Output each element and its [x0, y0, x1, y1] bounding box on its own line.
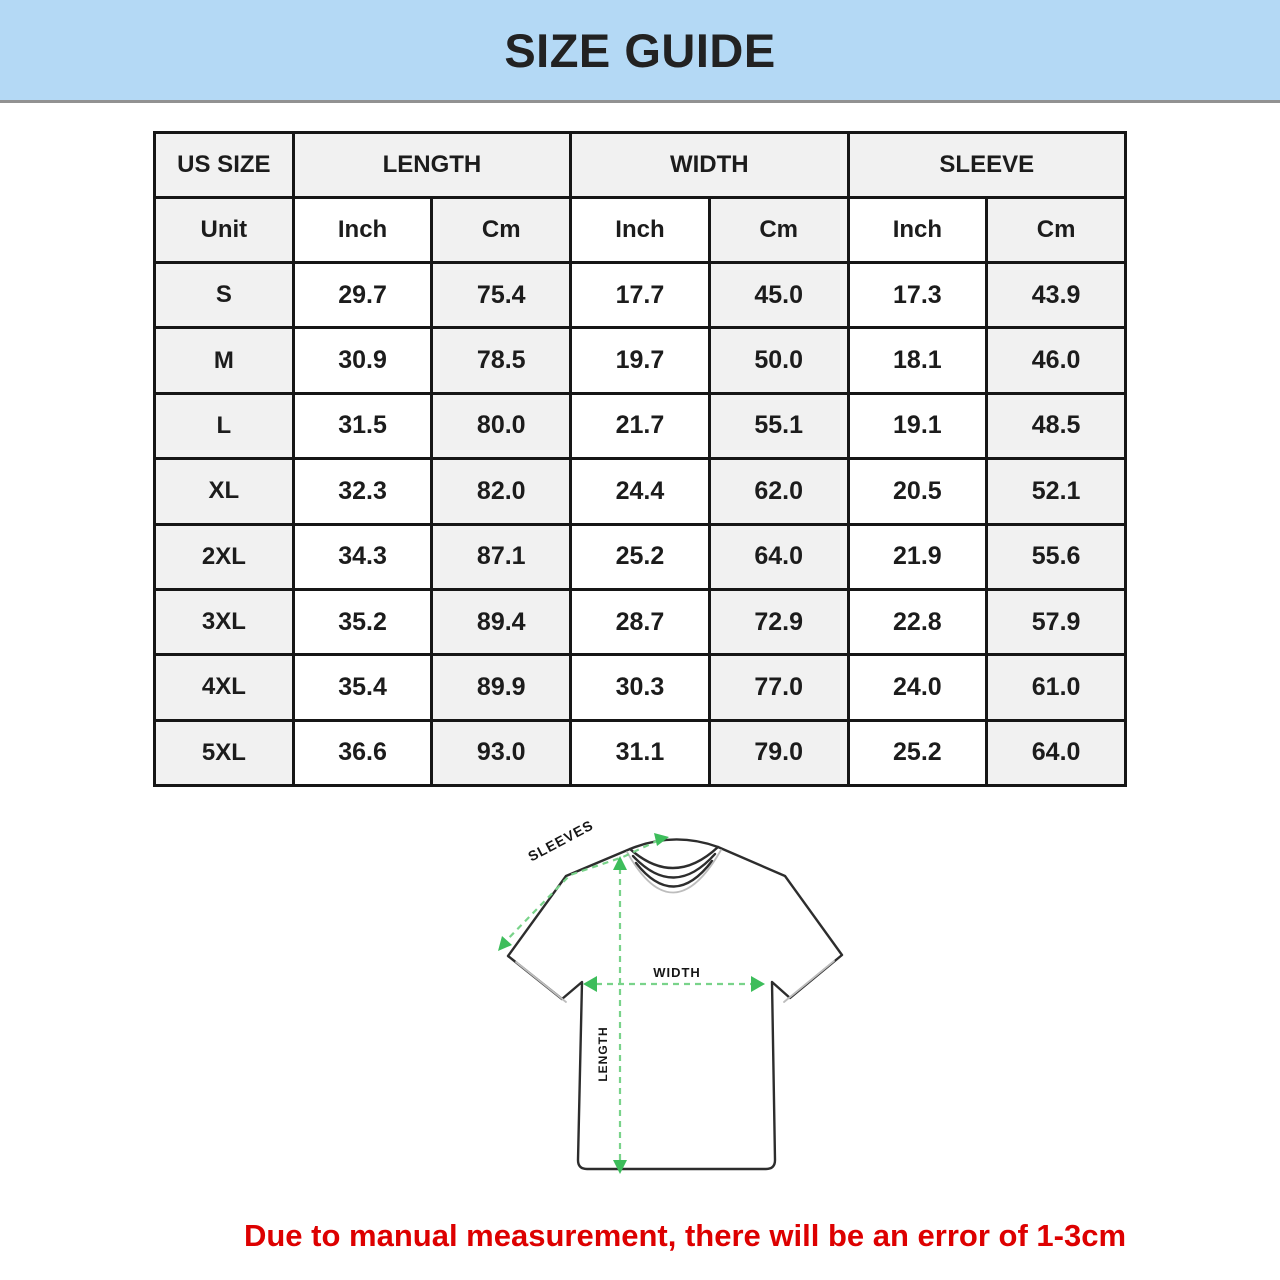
value-cell: 48.5	[987, 393, 1126, 458]
value-cell: 32.3	[293, 459, 432, 524]
column-group-header: SLEEVE	[848, 133, 1125, 198]
size-table-body	[155, 263, 1126, 786]
column-group-header: LENGTH	[293, 133, 570, 198]
value-cell: 64.0	[709, 524, 848, 589]
value-cell: 45.0	[709, 263, 848, 328]
size-cell: 5XL	[155, 720, 294, 785]
unit-header: Cm	[709, 198, 848, 263]
value-cell: 17.7	[571, 263, 710, 328]
value-cell: 78.5	[432, 328, 571, 393]
value-cell: 72.9	[709, 589, 848, 654]
value-cell: 21.9	[848, 524, 987, 589]
value-cell: 24.0	[848, 655, 987, 720]
value-cell: 82.0	[432, 459, 571, 524]
value-cell: 31.1	[571, 720, 710, 785]
unit-header: Cm	[432, 198, 571, 263]
table-row	[155, 720, 1126, 785]
table-row	[155, 459, 1126, 524]
value-cell: 35.2	[293, 589, 432, 654]
sleeves-label: SLEEVES	[525, 816, 597, 865]
value-cell: 87.1	[432, 524, 571, 589]
size-cell: M	[155, 328, 294, 393]
unit-header: Inch	[571, 198, 710, 263]
table-row	[155, 524, 1126, 589]
length-label: LENGTH	[596, 1026, 610, 1082]
size-cell: S	[155, 263, 294, 328]
value-cell: 50.0	[709, 328, 848, 393]
value-cell: 20.5	[848, 459, 987, 524]
value-cell: 62.0	[709, 459, 848, 524]
value-cell: 75.4	[432, 263, 571, 328]
column-group-header: WIDTH	[571, 133, 848, 198]
value-cell: 80.0	[432, 393, 571, 458]
table-row	[155, 589, 1126, 654]
size-table	[153, 131, 1127, 787]
column-group-header: US SIZE	[155, 133, 294, 198]
value-cell: 22.8	[848, 589, 987, 654]
width-label: WIDTH	[653, 965, 701, 980]
value-cell: 21.7	[571, 393, 710, 458]
value-cell: 89.4	[432, 589, 571, 654]
tshirt-measurement-diagram	[450, 812, 890, 1207]
value-cell: 17.3	[848, 263, 987, 328]
value-cell: 19.7	[571, 328, 710, 393]
value-cell: 19.1	[848, 393, 987, 458]
value-cell: 29.7	[293, 263, 432, 328]
value-cell: 24.4	[571, 459, 710, 524]
table-row	[155, 263, 1126, 328]
value-cell: 46.0	[987, 328, 1126, 393]
size-cell: 4XL	[155, 655, 294, 720]
size-table-head	[155, 133, 1126, 263]
unit-header: Unit	[155, 198, 294, 263]
measurement-note: Due to manual measurement, there will be an error of 1-3cm	[243, 1218, 1127, 1253]
value-cell: 61.0	[987, 655, 1126, 720]
column-group-row	[155, 133, 1126, 198]
unit-row	[155, 198, 1126, 263]
value-cell: 31.5	[293, 393, 432, 458]
unit-header: Cm	[987, 198, 1126, 263]
value-cell: 43.9	[987, 263, 1126, 328]
value-cell: 28.7	[571, 589, 710, 654]
size-cell: XL	[155, 459, 294, 524]
size-cell: L	[155, 393, 294, 458]
size-cell: 2XL	[155, 524, 294, 589]
value-cell: 57.9	[987, 589, 1126, 654]
value-cell: 30.9	[293, 328, 432, 393]
unit-header: Inch	[848, 198, 987, 263]
value-cell: 77.0	[709, 655, 848, 720]
value-cell: 55.1	[709, 393, 848, 458]
unit-header: Inch	[293, 198, 432, 263]
value-cell: 36.6	[293, 720, 432, 785]
banner	[0, 0, 1280, 103]
value-cell: 55.6	[987, 524, 1126, 589]
value-cell: 34.3	[293, 524, 432, 589]
value-cell: 64.0	[987, 720, 1126, 785]
tshirt-outline	[508, 839, 842, 1169]
value-cell: 52.1	[987, 459, 1126, 524]
size-cell: 3XL	[155, 589, 294, 654]
value-cell: 18.1	[848, 328, 987, 393]
value-cell: 25.2	[571, 524, 710, 589]
value-cell: 30.3	[571, 655, 710, 720]
value-cell: 79.0	[709, 720, 848, 785]
value-cell: 93.0	[432, 720, 571, 785]
sleeves-arrowhead-start	[498, 936, 512, 951]
value-cell: 89.9	[432, 655, 571, 720]
table-row	[155, 328, 1126, 393]
table-row	[155, 393, 1126, 458]
value-cell: 35.4	[293, 655, 432, 720]
page-title: SIZE GUIDE	[504, 23, 776, 77]
table-row	[155, 655, 1126, 720]
value-cell: 25.2	[848, 720, 987, 785]
